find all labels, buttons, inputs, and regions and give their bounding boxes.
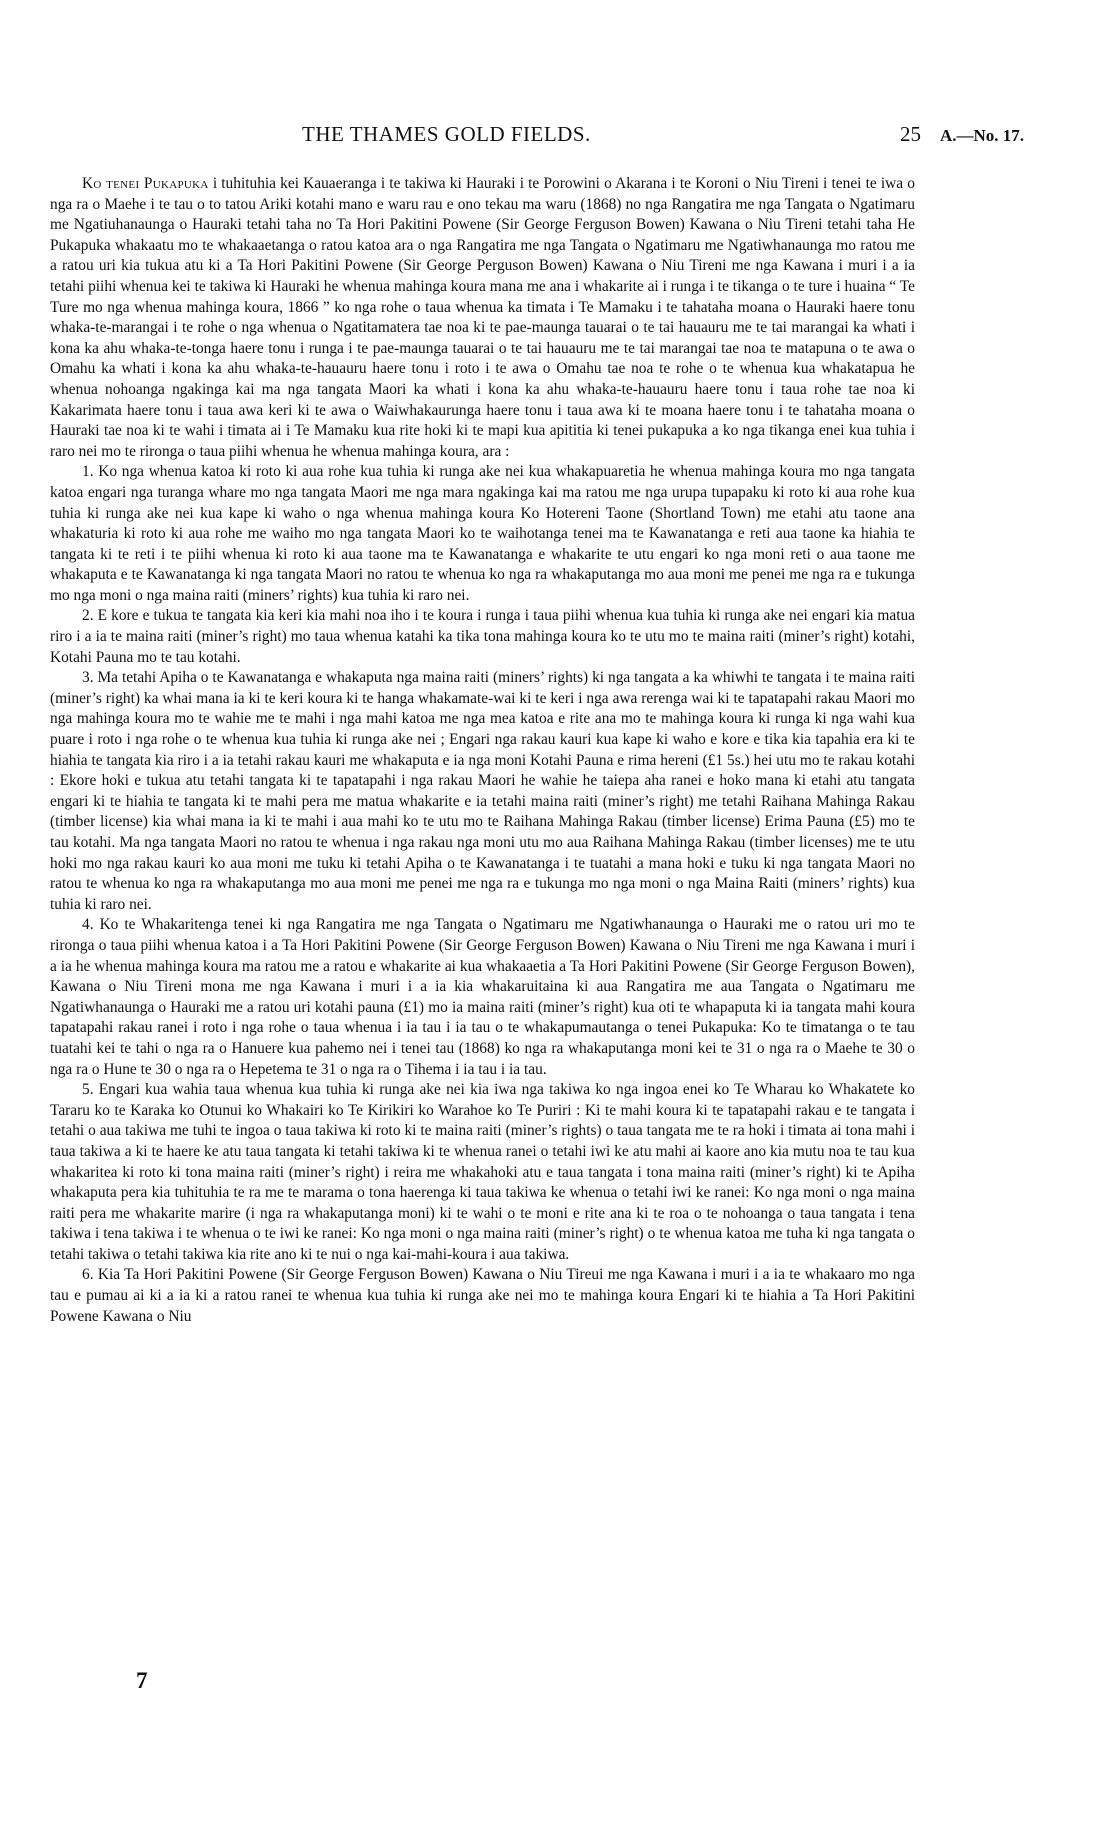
clause-2: 2. E kore e tukua te tangata kia keri kia mahi noa iho i te koura i runga i taua piihi whenua kua tuhia ki runga ake nei engari kia matua riro i a ia te maina raiti (miner’s right) mo taua whenua katahi ka tika tona mahinga koura ko te utu mo te maina raiti (miner’s right) kotahi, Kotahi Pauna mo te tau kotahi. [50, 607, 915, 666]
opening-small-caps: Ko tenei Pukapuka [82, 175, 209, 192]
signature-mark: 7 [136, 1668, 148, 1693]
running-header [50, 118, 1025, 152]
document-body [50, 174, 915, 1327]
opening-paragraph [50, 174, 915, 462]
clause-1: 1. Ko nga whenua katoa ki roto ki aua rohe kua tuhia ki runga ake nei kua whakapuaretia he whenua mahinga koura mo nga tangata katoa engari nga turanga whare mo nga tangata Maori me nga mara ngakinga kai ma ratou me nga urupa tupapaku ki roto ki aua rohe kua tuhia ki runga ake nei kua kape ki waho o nga whenua mahinga koura Ko Hotereni Taone (Shortland Town) me etahi atu taone ana whakaturia ki roto ki aua rohe me waiho mo nga tangata Maori ko te waihotanga tenei ma te Kawanatanga e reti aua taone ka hiahia te tangata ki te reti i te piihi whenua ki roto ki aua taone ma te Kawanatanga e whakarite te utu engari ko nga moni reti o aua taone me whakaputa e te Kawanatanga ki nga tangata Maori no ratou te whenua ko nga ra whakaputanga mo aua moni me penei me nga ra e tukunga mo nga moni o nga maina raiti (miners’ rights) kua tuhia ki raro nei. [50, 463, 915, 604]
clause-4: 4. Ko te Whakaritenga tenei ki nga Rangatira me nga Tangata o Ngatimaru me Ngatiwhanaunga o Hauraki me o ratou uri mo te rironga o taua piihi whenua katoa i a Ta Hori Pakitini Powene (Sir George Ferguson Bowen) Kawana o Niu Tireni me nga Kawana i muri i a ia he whenua mahinga koura ma ratou me a ratou e whakarite ai kua whakaaetia a Ta Hori Pakitini Powene (Sir George Ferguson Bowen), Kawana o Niu Tireni mona me nga Kawana i muri i a ia kia whakaruitaina ki aua Rangatira me aua Tangata o Ngatimaru me Ngatiwhanaunga o Hauraki me a ratou uri kotahi pauna (£1) mo ia maina raiti (miner’s right) kua oti te whapaputa ki ia tangata mahi koura tapatapahi rakau ranei i roto i nga rohe o taua whenua i ia tau i ia tau o te whakapumautanga o tenei Pukapuka: Ko te timatanga o te tau tuatahi kei te tahi o nga ra o Hanuere kua pahemo nei i tenei tau (1868) ko nga ra whakaputanga moni kei te 31 o nga ra o Maehe te 30 o nga ra o Hune te 30 o nga ra o Hepetema te 31 o nga ra o Tihema i ia tau i ia tau. [50, 916, 915, 1078]
opening-text: i tuhituhia kei Kauaeranga i te takiwa ki Hauraki i te Porowini o Akarana i te Koroni o Niu Tireni i tenei te iwa o nga ra o Maehe i te tau o to tatou Ariki kotahi mano e waru rau e ono tekau ma waru (1868) no nga Rangatira me nga Tangata o Ngatimaru me Ngatiuhanaunga o Hauraki tetahi taha no Ta Hori Pakitini Powene (Sir George Ferguson Bowen) Kawana o Niu Tireni tetahi taha He Pukapuka whakaatu mo te whakaaetanga o ratou katoa ara o nga Rangatira me nga Tangata o Ngatimaru me Ngatiwhanaunga mo ratou me a ratou uri kia tukua atu ki a Ta Hori Pakitini Powene (Sir George Perguson Bowen) Kawana o Niu Tireni me nga Kawana i muri i a ia tetahi piihi whenua kei te takiwa ki Hauraki he whenua mahinga koura mana me ana i whakarite ai i runga i te tikanga o te ture i huaina “ Te Ture mo nga whenua mahinga koura, 1866 ” ko nga rohe o taua whenua ka timata i Te Mamaku i te tahataha moana o Hauraki haere tonu whaka-te-marangai i te rohe o nga whenua o Ngatitamatera tae noa ki te pae-maunga tauarai o te tai hauauru me te tai marangai ka whati i kona ka ahu whaka-te-tonga haere tonu i runga i te pae-maunga tauarai o te tai hauauru me te tai marangai tae noa te matapuna o te awa o Omahu ka whati i kona ka ahu whaka-te-hauauru haere tonu i roto i te awa o Omahu tae noa te rohe o te whenua kua whakatapua he whenua nohoanga ngakinga kai ma nga tangata Maori ka whati i kona ka ahu whaka-te-hauauru haere tonu i taua rohe tae noa ki Kakarimata haere tonu i taua awa keri ki te awa o Waiwhakaurunga haere tonu i taua awa ki te moana haere tonu i te tahataha moana o Hauraki tae noa ki te wahi i timata ai i Te Mamaku kua rite hoki ki te mapi kua apititia ki tenei pukapuka a ko nga tikanga enei kua tuhia i raro nei mo te rironga o taua piihi whenua he whenua mahinga koura, ara : [50, 175, 915, 460]
document-page [50, 118, 1025, 1327]
clause-5: 5. Engari kua wahia taua whenua kua tuhia ki runga ake nei kia iwa nga takiwa ko nga ingoa enei ko Te Wharau ko Whakatete ko Tararu ko te Karaka ko Otunui ko Whakairi ko Te Kirikiri ko Warahoe ko Te Puriri : Ki te mahi koura ki te tapatapahi rakau e te tangata i tetahi o aua takiwa me tuhi te ingoa o taua takiwa ki roto ki te maina raiti (miner’s rights) o taua tangata me te ra hoki i timata ai tona mahi i taua takiwa a ki te haere ke atu taua tangata ki tetahi takiwa ki te whenua ranei o tetahi iwi ke atu mahi ai kaore ano kia mutu noa te tau kua whakaritea ki roto ki tona maina raiti (miner’s right) i reira me whakahoki atu e taua tangata i tona maina raiti (miner’s right) ki te Apiha whakaputa pera kia tuhituhia te ra me te marama o tona haerenga ki taua takiwa ke whenua o tetahi iwi ke ranei: Ko nga moni o nga maina raiti pera me whakarite marire (i nga ra whakaputanga moni) ki te wahi o te moni e rite ana ki te roa o te nohoanga o taua tangata i tena takiwa i tena takiwa i te whenua o te iwi ke ranei: Ko nga moni o nga maina raiti (miner’s right) o te whenua katoa me tuha ki nga tangata o tetahi takiwa o tetahi takiwa kia rite ano ki te nui o nga kai-mahi-koura i aua takiwa. [50, 1081, 915, 1263]
paper-number: A.—No. 17. [940, 126, 1025, 145]
clause-3: 3. Ma tetahi Apiha o te Kawanatanga e whakaputa nga maina raiti (miners’ rights) ki nga tangata a ka whiwhi te tangata i te maina raiti (miner’s right) ka whai mana ia ki te keri koura ki te hanga whakamate-wai ki te keri i nga awa rerenga wai ki te tapatapahi rakau Maori mo nga mahinga koura mo te wahie me te mahi i nga mahi katoa me nga mea katoa e rite ana mo te mahinga koura ki runga ki nga wahi kua puare i roto i nga rohe o te whenua kua tuhia ki runga ake nei ; Engari nga rakau kauri kua kape ki waho e kore e tika kia tapahia era ki te hiahia te tangata kia riro i a ia tetahi rakau kauri me whakaputa e ia nga moni Kotahi Pauna e rima hereni (£1 5s.) hei utu mo te rakau kotahi : Ekore hoki e tukua atu tetahi tangata ki te tapatapahi i nga rakau Maori he wahie he taiepa aha ranei e hoko mana ki etahi atu tangata engari ki te hiahia te tangata ki te mahi pera me matua whakarite e ia tetahi maina raiti (miner’s right) me tetahi Raihana Mahinga Rakau (timber license) kia whai mana ia ki te mahi i aua mahi ko te utu mo te Raihana Mahinga Rakau (timber license) Erima Pauna (£5) mo te tau kotahi. Ma nga tangata Maori no ratou te whenua i nga rakau nga moni utu mo aua Raihana Mahinga Rakau (timber licenses) me te utu hoki mo nga rakau kauri ko aua moni me tuku ki tetahi Apiha o te Kawanatanga i te tuatahi a mana hoki e tuku ki nga tangata Maori no ratou te whenua ko nga ra whakaputanga mo aua moni me penei me nga ra e tukunga mo nga moni o nga Maina Raiti (miners’ rights) kua tuhia ki raro nei. [50, 669, 915, 913]
page-number: 25 [900, 122, 921, 146]
clause-6: 6. Kia Ta Hori Pakitini Powene (Sir George Ferguson Bowen) Kawana o Niu Tireui me nga Kawana i muri i a ia te whakaaro mo nga tau e pumau ai ki a ia ki a ratou ranei te whenua kua tuhia ki runga ake nei mo te mahinga koura Engari ki te hiahia a Ta Hori Pakitini Powene Kawana o Niu [50, 1266, 915, 1325]
page-title: THE THAMES GOLD FIELDS. [302, 122, 591, 146]
